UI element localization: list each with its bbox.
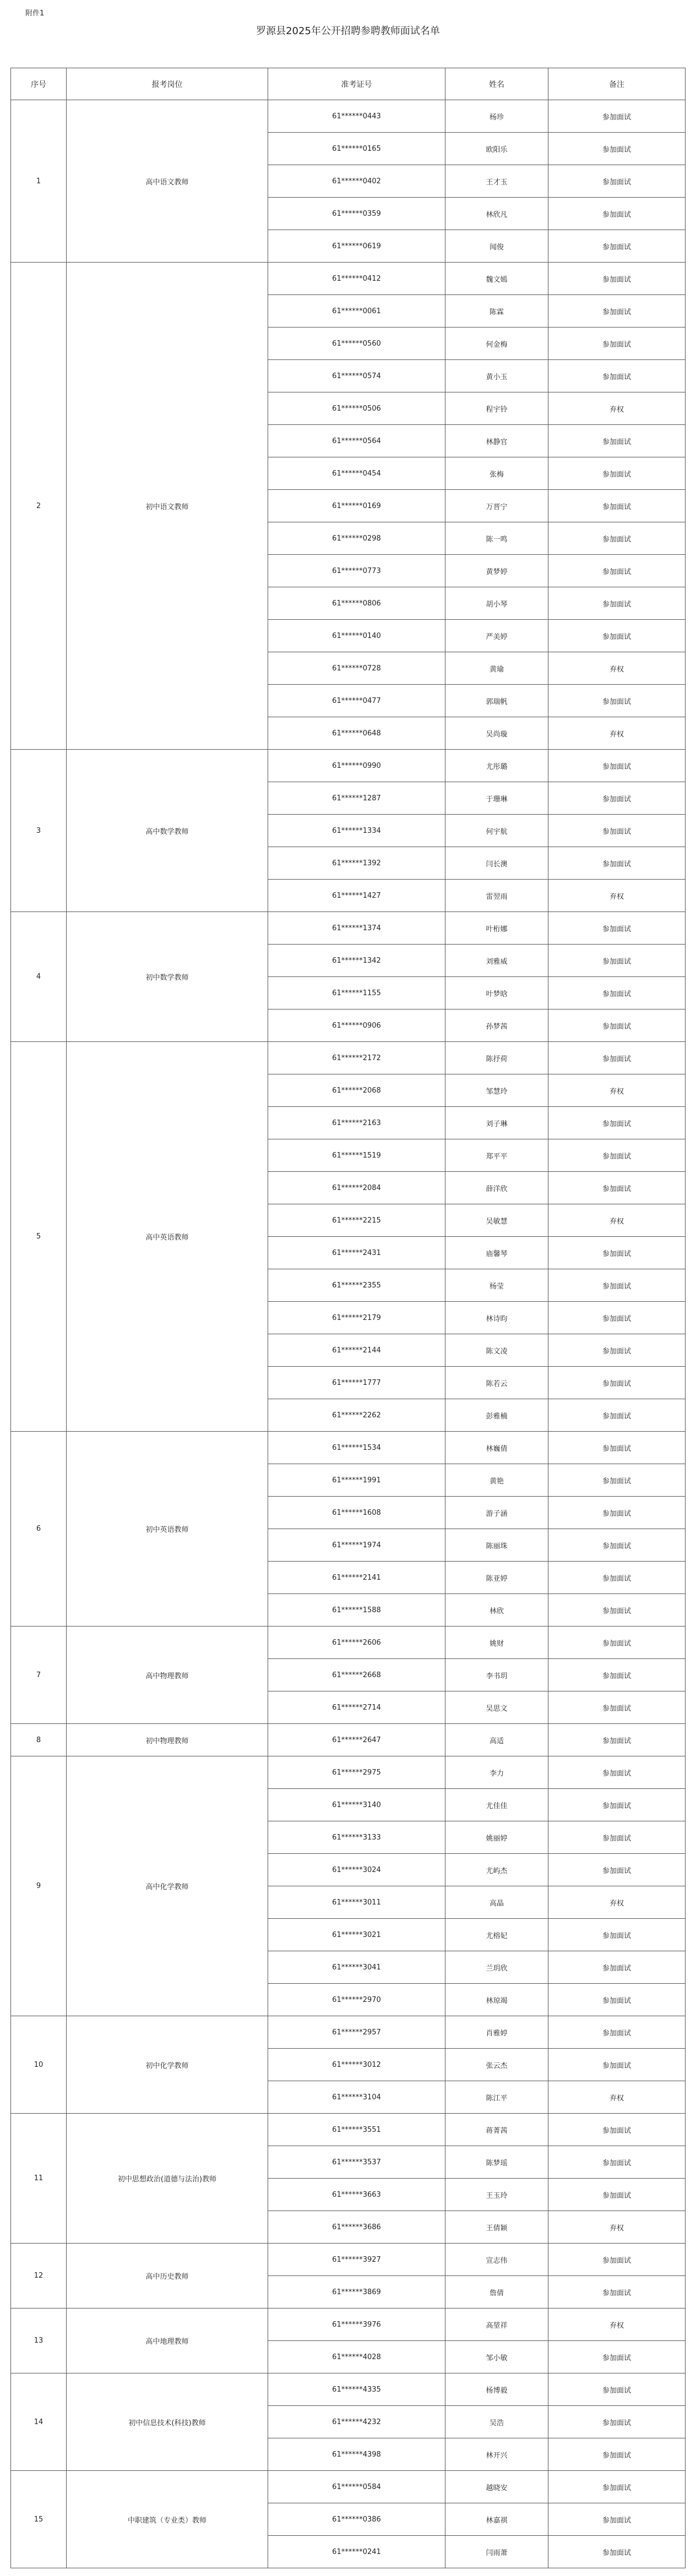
exam-id-cell: 61******0359 — [268, 198, 445, 230]
exam-id-cell: 61******2141 — [268, 1562, 445, 1594]
note-cell: 参加面试 — [548, 750, 686, 782]
candidate-name-cell: 于珊琳 — [445, 782, 548, 815]
group-seq-cell: 5 — [11, 1042, 67, 1432]
note-cell: 参加面试 — [548, 522, 686, 555]
note-cell: 参加面试 — [548, 1724, 686, 1756]
exam-id-cell: 61******2957 — [268, 2016, 445, 2049]
exam-id-cell: 61******1519 — [268, 1139, 445, 1172]
group-seq-cell: 2 — [11, 263, 67, 750]
candidate-name-cell: 雷翌雨 — [445, 880, 548, 912]
candidate-name-cell: 尤佳佳 — [445, 1789, 548, 1821]
group-seq-cell: 13 — [11, 2308, 67, 2373]
exam-id-cell: 61******1287 — [268, 782, 445, 815]
candidate-name-cell: 郑平平 — [445, 1139, 548, 1172]
candidate-name-cell: 郭瑞帆 — [445, 685, 548, 717]
note-cell: 弃权 — [548, 652, 686, 685]
exam-id-cell: 61******0386 — [268, 2503, 445, 2536]
group-position-cell: 初中英语教师 — [67, 1432, 268, 1627]
candidate-name-cell: 姚丽婷 — [445, 1821, 548, 1854]
group-position-cell: 初中化学教师 — [67, 2016, 268, 2114]
note-cell: 参加面试 — [548, 2406, 686, 2438]
candidate-name-cell: 闫长澳 — [445, 847, 548, 880]
note-cell: 参加面试 — [548, 2179, 686, 2211]
exam-id-cell: 61******3012 — [268, 2049, 445, 2081]
table-row — [11, 263, 686, 295]
exam-id-cell: 61******3686 — [268, 2211, 445, 2244]
candidate-name-cell: 李力 — [445, 1756, 548, 1789]
exam-id-cell: 61******3976 — [268, 2308, 445, 2341]
candidate-name-cell: 叶梦晗 — [445, 977, 548, 1009]
exam-id-cell: 61******0454 — [268, 457, 445, 490]
candidate-name-cell: 高晶 — [445, 1886, 548, 1919]
candidate-name-cell: 黄艳 — [445, 1464, 548, 1497]
group-seq-cell: 8 — [11, 1724, 67, 1756]
exam-id-cell: 61******0402 — [268, 165, 445, 198]
note-cell: 参加面试 — [548, 2438, 686, 2471]
candidate-name-cell: 刘雅威 — [445, 945, 548, 977]
note-cell: 参加面试 — [548, 425, 686, 457]
candidate-name-cell: 林琼竭 — [445, 1984, 548, 2016]
note-cell: 参加面试 — [548, 1659, 686, 1691]
note-cell: 参加面试 — [548, 1691, 686, 1724]
group-seq-cell: 4 — [11, 912, 67, 1042]
note-cell: 参加面试 — [548, 1172, 686, 1204]
table-row — [11, 1756, 686, 1789]
candidate-name-cell: 高堃祥 — [445, 2308, 548, 2341]
note-cell: 参加面试 — [548, 977, 686, 1009]
candidate-name-cell: 闫雨萧 — [445, 2536, 548, 2568]
exam-id-cell: 61******0165 — [268, 133, 445, 165]
note-cell: 参加面试 — [548, 133, 686, 165]
candidate-name-cell: 尤榕妃 — [445, 1919, 548, 1951]
candidate-name-cell: 严美婷 — [445, 620, 548, 652]
candidate-name-cell: 彭雅楠 — [445, 1399, 548, 1432]
exam-id-cell: 61******0584 — [268, 2471, 445, 2503]
candidate-name-cell: 王倩颖 — [445, 2211, 548, 2244]
candidate-name-cell: 尤彤璐 — [445, 750, 548, 782]
candidate-name-cell: 欧阳乐 — [445, 133, 548, 165]
header-seq: 序号 — [11, 68, 67, 100]
table-row — [11, 2114, 686, 2146]
group-position-cell: 初中思想政治(道德与法治)教师 — [67, 2114, 268, 2244]
note-cell: 弃权 — [548, 2308, 686, 2341]
note-cell: 参加面试 — [548, 620, 686, 652]
exam-id-cell: 61******0560 — [268, 328, 445, 360]
exam-id-cell: 61******0648 — [268, 717, 445, 750]
note-cell: 参加面试 — [548, 1367, 686, 1399]
candidate-name-cell: 闻俊 — [445, 230, 548, 263]
table-row — [11, 2244, 686, 2276]
exam-id-cell: 61******0061 — [268, 295, 445, 328]
exam-id-cell: 61******1342 — [268, 945, 445, 977]
exam-id-cell: 61******2668 — [268, 1659, 445, 1691]
exam-id-cell: 61******2084 — [268, 1172, 445, 1204]
candidate-name-cell: 王才玉 — [445, 165, 548, 198]
interview-roster-table — [10, 68, 686, 2568]
candidate-name-cell: 林开兴 — [445, 2438, 548, 2471]
note-cell: 参加面试 — [548, 1399, 686, 1432]
candidate-name-cell: 林巍倩 — [445, 1432, 548, 1464]
note-cell: 参加面试 — [548, 2114, 686, 2146]
candidate-name-cell: 黄瑜 — [445, 652, 548, 685]
group-seq-cell: 11 — [11, 2114, 67, 2244]
exam-id-cell: 61******3537 — [268, 2146, 445, 2179]
note-cell: 参加面试 — [548, 2016, 686, 2049]
exam-id-cell: 61******0477 — [268, 685, 445, 717]
note-cell: 参加面试 — [548, 1464, 686, 1497]
candidate-name-cell: 孙梦茜 — [445, 1009, 548, 1042]
candidate-name-cell: 魏文嫣 — [445, 263, 548, 295]
candidate-name-cell: 吴思文 — [445, 1691, 548, 1724]
group-position-cell: 初中数学教师 — [67, 912, 268, 1042]
exam-id-cell: 61******0906 — [268, 1009, 445, 1042]
note-cell: 参加面试 — [548, 2244, 686, 2276]
note-cell: 弃权 — [548, 1074, 686, 1107]
group-position-cell: 高中英语教师 — [67, 1042, 268, 1432]
note-cell: 参加面试 — [548, 1951, 686, 1984]
note-cell: 参加面试 — [548, 295, 686, 328]
table-row — [11, 2471, 686, 2503]
note-cell: 参加面试 — [548, 685, 686, 717]
note-cell: 参加面试 — [548, 2276, 686, 2308]
note-cell: 参加面试 — [548, 1984, 686, 2016]
header-name: 姓名 — [445, 68, 548, 100]
candidate-name-cell: 吴尚璇 — [445, 717, 548, 750]
note-cell: 参加面试 — [548, 165, 686, 198]
candidate-name-cell: 刘子琳 — [445, 1107, 548, 1139]
group-seq-cell: 9 — [11, 1756, 67, 2016]
candidate-name-cell: 吴浩 — [445, 2406, 548, 2438]
candidate-name-cell: 越晓安 — [445, 2471, 548, 2503]
exam-id-cell: 61******2179 — [268, 1302, 445, 1334]
note-cell: 参加面试 — [548, 1529, 686, 1562]
candidate-name-cell: 邹小敏 — [445, 2341, 548, 2373]
exam-id-cell: 61******4232 — [268, 2406, 445, 2438]
note-cell: 弃权 — [548, 2211, 686, 2244]
note-cell: 参加面试 — [548, 1497, 686, 1529]
table-header-row — [11, 68, 686, 100]
table-row — [11, 750, 686, 782]
exam-id-cell: 61******0574 — [268, 360, 445, 392]
note-cell: 弃权 — [548, 717, 686, 750]
exam-id-cell: 61******2606 — [268, 1627, 445, 1659]
exam-id-cell: 61******4398 — [268, 2438, 445, 2471]
candidate-name-cell: 万晋宁 — [445, 490, 548, 522]
candidate-name-cell: 杨博毅 — [445, 2373, 548, 2406]
note-cell: 弃权 — [548, 1204, 686, 1237]
exam-id-cell: 61******2144 — [268, 1334, 445, 1367]
exam-id-cell: 61******3021 — [268, 1919, 445, 1951]
candidate-name-cell: 何宇航 — [445, 815, 548, 847]
exam-id-cell: 61******1427 — [268, 880, 445, 912]
table-row — [11, 2308, 686, 2341]
exam-id-cell: 61******2431 — [268, 1237, 445, 1269]
candidate-name-cell: 陈抒荷 — [445, 1042, 548, 1074]
candidate-name-cell: 林诗昀 — [445, 1302, 548, 1334]
candidate-name-cell: 林欣凡 — [445, 198, 548, 230]
group-position-cell: 初中物理教师 — [67, 1724, 268, 1756]
candidate-name-cell: 吴敏慧 — [445, 1204, 548, 1237]
exam-id-cell: 61******0443 — [268, 100, 445, 133]
exam-id-cell: 61******3927 — [268, 2244, 445, 2276]
exam-id-cell: 61******2163 — [268, 1107, 445, 1139]
note-cell: 参加面试 — [548, 2146, 686, 2179]
table-row — [11, 1042, 686, 1074]
exam-id-cell: 61******1608 — [268, 1497, 445, 1529]
candidate-name-cell: 尤屿杰 — [445, 1854, 548, 1886]
note-cell: 参加面试 — [548, 2049, 686, 2081]
candidate-name-cell: 何金梅 — [445, 328, 548, 360]
exam-id-cell: 61******1392 — [268, 847, 445, 880]
exam-id-cell: 61******0990 — [268, 750, 445, 782]
exam-id-cell: 61******2355 — [268, 1269, 445, 1302]
exam-id-cell: 61******0728 — [268, 652, 445, 685]
note-cell: 参加面试 — [548, 1302, 686, 1334]
note-cell: 参加面试 — [548, 1789, 686, 1821]
candidate-name-cell: 陈亚婷 — [445, 1562, 548, 1594]
candidate-name-cell: 程宇铃 — [445, 392, 548, 425]
candidate-name-cell: 邹慧玲 — [445, 1074, 548, 1107]
note-cell: 参加面试 — [548, 2341, 686, 2373]
note-cell: 参加面试 — [548, 587, 686, 620]
candidate-name-cell: 陈若云 — [445, 1367, 548, 1399]
note-cell: 参加面试 — [548, 198, 686, 230]
note-cell: 参加面试 — [548, 1756, 686, 1789]
exam-id-cell: 61******4028 — [268, 2341, 445, 2373]
group-position-cell: 高中地理教师 — [67, 2308, 268, 2373]
note-cell: 参加面试 — [548, 263, 686, 295]
candidate-name-cell: 张云杰 — [445, 2049, 548, 2081]
table-row — [11, 1724, 686, 1756]
note-cell: 参加面试 — [548, 1269, 686, 1302]
candidate-name-cell: 张梅 — [445, 457, 548, 490]
exam-id-cell: 61******0412 — [268, 263, 445, 295]
note-cell: 参加面试 — [548, 1594, 686, 1627]
note-cell: 参加面试 — [548, 2471, 686, 2503]
exam-id-cell: 61******2215 — [268, 1204, 445, 1237]
attachment-label: 附件1 — [25, 9, 45, 18]
exam-id-cell: 61******4335 — [268, 2373, 445, 2406]
group-position-cell: 高中物理教师 — [67, 1627, 268, 1724]
note-cell: 参加面试 — [548, 490, 686, 522]
candidate-name-cell: 詹倩 — [445, 2276, 548, 2308]
candidate-name-cell: 杨莹 — [445, 1269, 548, 1302]
note-cell: 弃权 — [548, 1886, 686, 1919]
exam-id-cell: 61******2970 — [268, 1984, 445, 2016]
exam-id-cell: 61******2975 — [268, 1756, 445, 1789]
group-seq-cell: 3 — [11, 750, 67, 912]
group-seq-cell: 12 — [11, 2244, 67, 2308]
exam-id-cell: 61******1155 — [268, 977, 445, 1009]
note-cell: 弃权 — [548, 2081, 686, 2114]
exam-id-cell: 61******0298 — [268, 522, 445, 555]
candidate-name-cell: 黄梦婷 — [445, 555, 548, 587]
candidate-name-cell: 林嘉祺 — [445, 2503, 548, 2536]
note-cell: 参加面试 — [548, 1432, 686, 1464]
exam-id-cell: 61******3011 — [268, 1886, 445, 1919]
candidate-name-cell: 姚财 — [445, 1627, 548, 1659]
note-cell: 参加面试 — [548, 782, 686, 815]
group-position-cell: 初中语文教师 — [67, 263, 268, 750]
header-position: 报考岗位 — [67, 68, 268, 100]
candidate-name-cell: 庙馨琴 — [445, 1237, 548, 1269]
exam-id-cell: 61******1777 — [268, 1367, 445, 1399]
document-title: 罗源县2025年公开招聘参聘教师面试名单 — [256, 25, 440, 37]
note-cell: 参加面试 — [548, 457, 686, 490]
exam-id-cell: 61******3869 — [268, 2276, 445, 2308]
note-cell: 参加面试 — [548, 1107, 686, 1139]
exam-id-cell: 61******3663 — [268, 2179, 445, 2211]
exam-id-cell: 61******0564 — [268, 425, 445, 457]
candidate-name-cell: 蒋菁茜 — [445, 2114, 548, 2146]
exam-id-cell: 61******0241 — [268, 2536, 445, 2568]
group-seq-cell: 1 — [11, 100, 67, 263]
exam-id-cell: 61******1334 — [268, 815, 445, 847]
exam-id-cell: 61******0773 — [268, 555, 445, 587]
note-cell: 参加面试 — [548, 100, 686, 133]
exam-id-cell: 61******2172 — [268, 1042, 445, 1074]
candidate-name-cell: 宣志伟 — [445, 2244, 548, 2276]
header-exam-id: 准考证号 — [268, 68, 445, 100]
exam-id-cell: 61******3041 — [268, 1951, 445, 1984]
candidate-name-cell: 陈文凌 — [445, 1334, 548, 1367]
exam-id-cell: 61******3140 — [268, 1789, 445, 1821]
note-cell: 参加面试 — [548, 912, 686, 945]
candidate-name-cell: 高适 — [445, 1724, 548, 1756]
table-row — [11, 2373, 686, 2406]
note-cell: 弃权 — [548, 392, 686, 425]
note-cell: 参加面试 — [548, 328, 686, 360]
note-cell: 参加面试 — [548, 1627, 686, 1659]
candidate-name-cell: 陈一鸣 — [445, 522, 548, 555]
candidate-name-cell: 陈霖 — [445, 295, 548, 328]
candidate-name-cell: 林静官 — [445, 425, 548, 457]
candidate-name-cell: 林欣 — [445, 1594, 548, 1627]
group-position-cell: 高中数学教师 — [67, 750, 268, 912]
group-position-cell: 初中信息技术(科技)教师 — [67, 2373, 268, 2471]
exam-id-cell: 61******2262 — [268, 1399, 445, 1432]
note-cell: 参加面试 — [548, 1237, 686, 1269]
note-cell: 参加面试 — [548, 1919, 686, 1951]
candidate-name-cell: 杨珍 — [445, 100, 548, 133]
group-position-cell: 中职建筑（专业类）教师 — [67, 2471, 268, 2568]
exam-id-cell: 61******0806 — [268, 587, 445, 620]
note-cell: 参加面试 — [548, 1009, 686, 1042]
candidate-name-cell: 王玉玲 — [445, 2179, 548, 2211]
exam-id-cell: 61******1534 — [268, 1432, 445, 1464]
note-cell: 参加面试 — [548, 1334, 686, 1367]
table-row — [11, 1627, 686, 1659]
exam-id-cell: 61******1974 — [268, 1529, 445, 1562]
note-cell: 参加面试 — [548, 1139, 686, 1172]
note-cell: 参加面试 — [548, 1042, 686, 1074]
note-cell: 参加面试 — [548, 360, 686, 392]
table-row — [11, 912, 686, 945]
exam-id-cell: 61******3104 — [268, 2081, 445, 2114]
note-cell: 参加面试 — [548, 1821, 686, 1854]
group-seq-cell: 6 — [11, 1432, 67, 1627]
exam-id-cell: 61******3551 — [268, 2114, 445, 2146]
candidate-name-cell: 李书玥 — [445, 1659, 548, 1691]
exam-id-cell: 61******1991 — [268, 1464, 445, 1497]
note-cell: 参加面试 — [548, 847, 686, 880]
candidate-name-cell: 陈梦瑶 — [445, 2146, 548, 2179]
exam-id-cell: 61******0140 — [268, 620, 445, 652]
table-row — [11, 1432, 686, 1464]
group-seq-cell: 10 — [11, 2016, 67, 2114]
exam-id-cell: 61******2714 — [268, 1691, 445, 1724]
table-row — [11, 100, 686, 133]
exam-id-cell: 61******2068 — [268, 1074, 445, 1107]
group-position-cell: 高中化学教师 — [67, 1756, 268, 2016]
candidate-name-cell: 兰玥欣 — [445, 1951, 548, 1984]
table-row — [11, 2016, 686, 2049]
exam-id-cell: 61******1588 — [268, 1594, 445, 1627]
group-seq-cell: 14 — [11, 2373, 67, 2471]
candidate-name-cell: 游子涵 — [445, 1497, 548, 1529]
note-cell: 参加面试 — [548, 2373, 686, 2406]
exam-id-cell: 61******2647 — [268, 1724, 445, 1756]
exam-id-cell: 61******3133 — [268, 1821, 445, 1854]
candidate-name-cell: 叶桁娜 — [445, 912, 548, 945]
note-cell: 弃权 — [548, 880, 686, 912]
note-cell: 参加面试 — [548, 2503, 686, 2536]
note-cell: 参加面试 — [548, 1854, 686, 1886]
group-position-cell: 高中语文教师 — [67, 100, 268, 263]
group-seq-cell: 15 — [11, 2471, 67, 2568]
candidate-name-cell: 肖雅婷 — [445, 2016, 548, 2049]
candidate-name-cell: 薛洋欣 — [445, 1172, 548, 1204]
note-cell: 参加面试 — [548, 1562, 686, 1594]
exam-id-cell: 61******0506 — [268, 392, 445, 425]
exam-id-cell: 61******0619 — [268, 230, 445, 263]
candidate-name-cell: 陈丽珠 — [445, 1529, 548, 1562]
table-body — [11, 100, 686, 2568]
header-note: 备注 — [548, 68, 686, 100]
candidate-name-cell: 胡小琴 — [445, 587, 548, 620]
group-position-cell: 高中历史教师 — [67, 2244, 268, 2308]
note-cell: 参加面试 — [548, 2536, 686, 2568]
note-cell: 参加面试 — [548, 230, 686, 263]
note-cell: 参加面试 — [548, 945, 686, 977]
exam-id-cell: 61******0169 — [268, 490, 445, 522]
candidate-name-cell: 陈江平 — [445, 2081, 548, 2114]
note-cell: 参加面试 — [548, 815, 686, 847]
exam-id-cell: 61******3024 — [268, 1854, 445, 1886]
group-seq-cell: 7 — [11, 1627, 67, 1724]
candidate-name-cell: 黄小玉 — [445, 360, 548, 392]
exam-id-cell: 61******1374 — [268, 912, 445, 945]
note-cell: 参加面试 — [548, 555, 686, 587]
